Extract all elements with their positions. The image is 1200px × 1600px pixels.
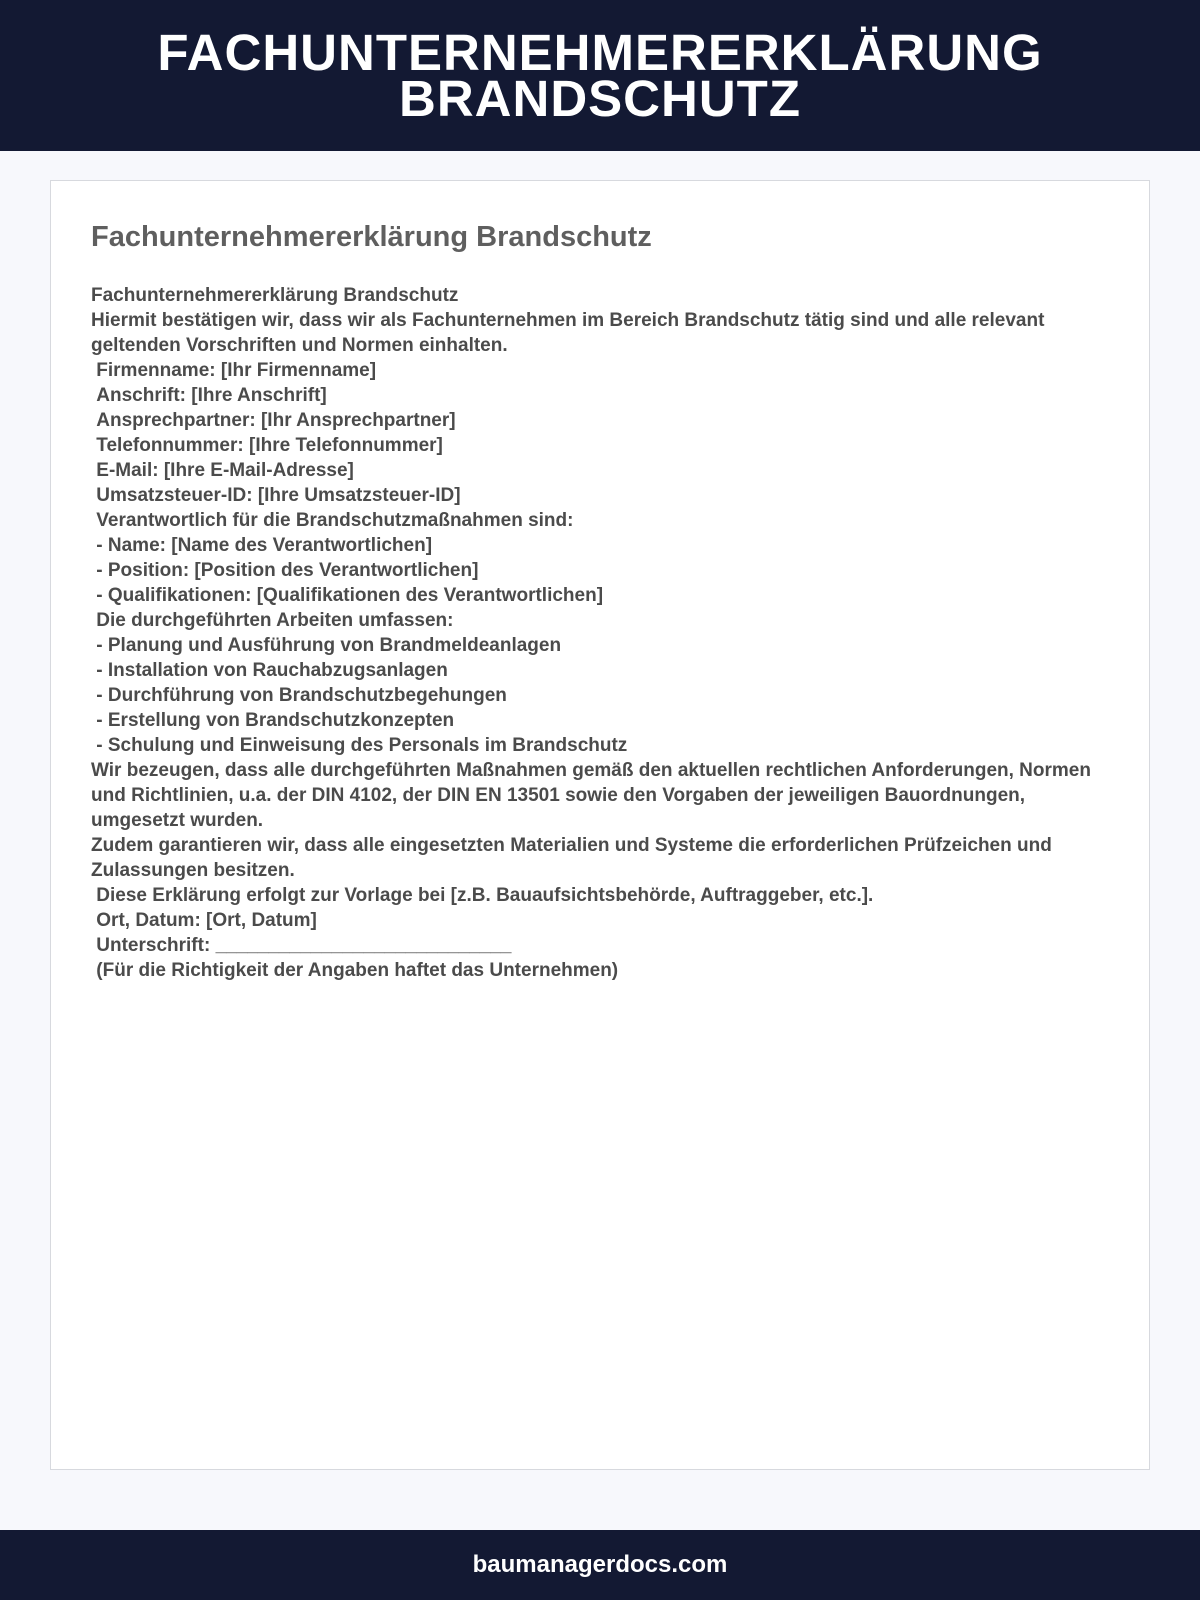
document-body xyxy=(91,283,1109,983)
signature-line: Unterschrift: ____________________________ xyxy=(91,935,512,956)
document-line: Zudem garantieren wir, dass alle eingesetzten Materialien und Systeme die erforderlichen Prüfzeichen und Zulassungen besitzen. xyxy=(91,835,1058,881)
footer-site-link[interactable]: baumanagerdocs.com xyxy=(472,1551,728,1578)
document-line: Hiermit bestätigen wir, dass wir als Fachunternehmen im Bereich Brandschutz tätig sind und alle relevant geltenden Vorschriften und Normen einhalten. xyxy=(91,310,1050,356)
document-line: - Name: [Name des Verantwortlichen] xyxy=(91,535,433,556)
document-line: Telefonnummer: [Ihre Telefonnummer] xyxy=(91,435,443,456)
document-line: Verantwortlich für die Brandschutzmaßnahmen sind: xyxy=(91,510,574,531)
document-line: Anschrift: [Ihre Anschrift] xyxy=(91,385,327,406)
document-line: Fachunternehmererklärung Brandschutz xyxy=(91,285,459,306)
document-line: (Für die Richtigkeit der Angaben haftet das Unternehmen) xyxy=(91,960,619,981)
document-line: - Qualifikationen: [Qualifikationen des Verantwortlichen] xyxy=(91,585,604,606)
header-title-line-1: FACHUNTERNEHMERERKLÄRUNG xyxy=(157,23,1043,81)
document-line: - Position: [Position des Verantwortlichen] xyxy=(91,560,479,581)
document-line: Ansprechpartner: [Ihr Ansprechpartner] xyxy=(91,410,456,431)
document-line: - Planung und Ausführung von Brandmeldeanlagen xyxy=(91,635,562,656)
document-line: Die durchgeführten Arbeiten umfassen: xyxy=(91,610,454,631)
document-line: - Installation von Rauchabzugsanlagen xyxy=(91,660,448,681)
document-line: Firmenname: [Ihr Firmenname] xyxy=(91,360,377,381)
page-footer xyxy=(0,1530,1200,1600)
document-line: Diese Erklärung erfolgt zur Vorlage bei [z.B. Bauaufsichtsbehörde, Auftraggeber, etc.]. xyxy=(91,885,874,906)
document-line: Wir bezeugen, dass alle durchgeführten Maßnahmen gemäß den aktuellen rechtlichen Anforderungen, Normen und Richtlinien, u.a. der DIN 4102, der DIN EN 13501 sowie den Vorgaben der jeweiligen Bauordnungen, umgesetzt wurden. xyxy=(91,760,1097,831)
document-line: - Schulung und Einweisung des Personals im Brandschutz xyxy=(91,735,628,756)
document-line: - Erstellung von Brandschutzkonzepten xyxy=(91,710,455,731)
header-title-line-2: BRANDSCHUTZ xyxy=(399,69,801,127)
document-line: Umsatzsteuer-ID: [Ihre Umsatzsteuer-ID] xyxy=(91,485,461,506)
document-line: E-Mail: [Ihre E-Mail-Adresse] xyxy=(91,460,354,481)
document-line: Ort, Datum: [Ort, Datum] xyxy=(91,910,317,931)
page-header xyxy=(0,0,1200,151)
header-title xyxy=(157,23,1043,127)
document-card xyxy=(50,180,1150,1470)
document-line: - Durchführung von Brandschutzbegehungen xyxy=(91,685,507,706)
document-title: Fachunternehmererklärung Brandschutz xyxy=(91,221,652,253)
